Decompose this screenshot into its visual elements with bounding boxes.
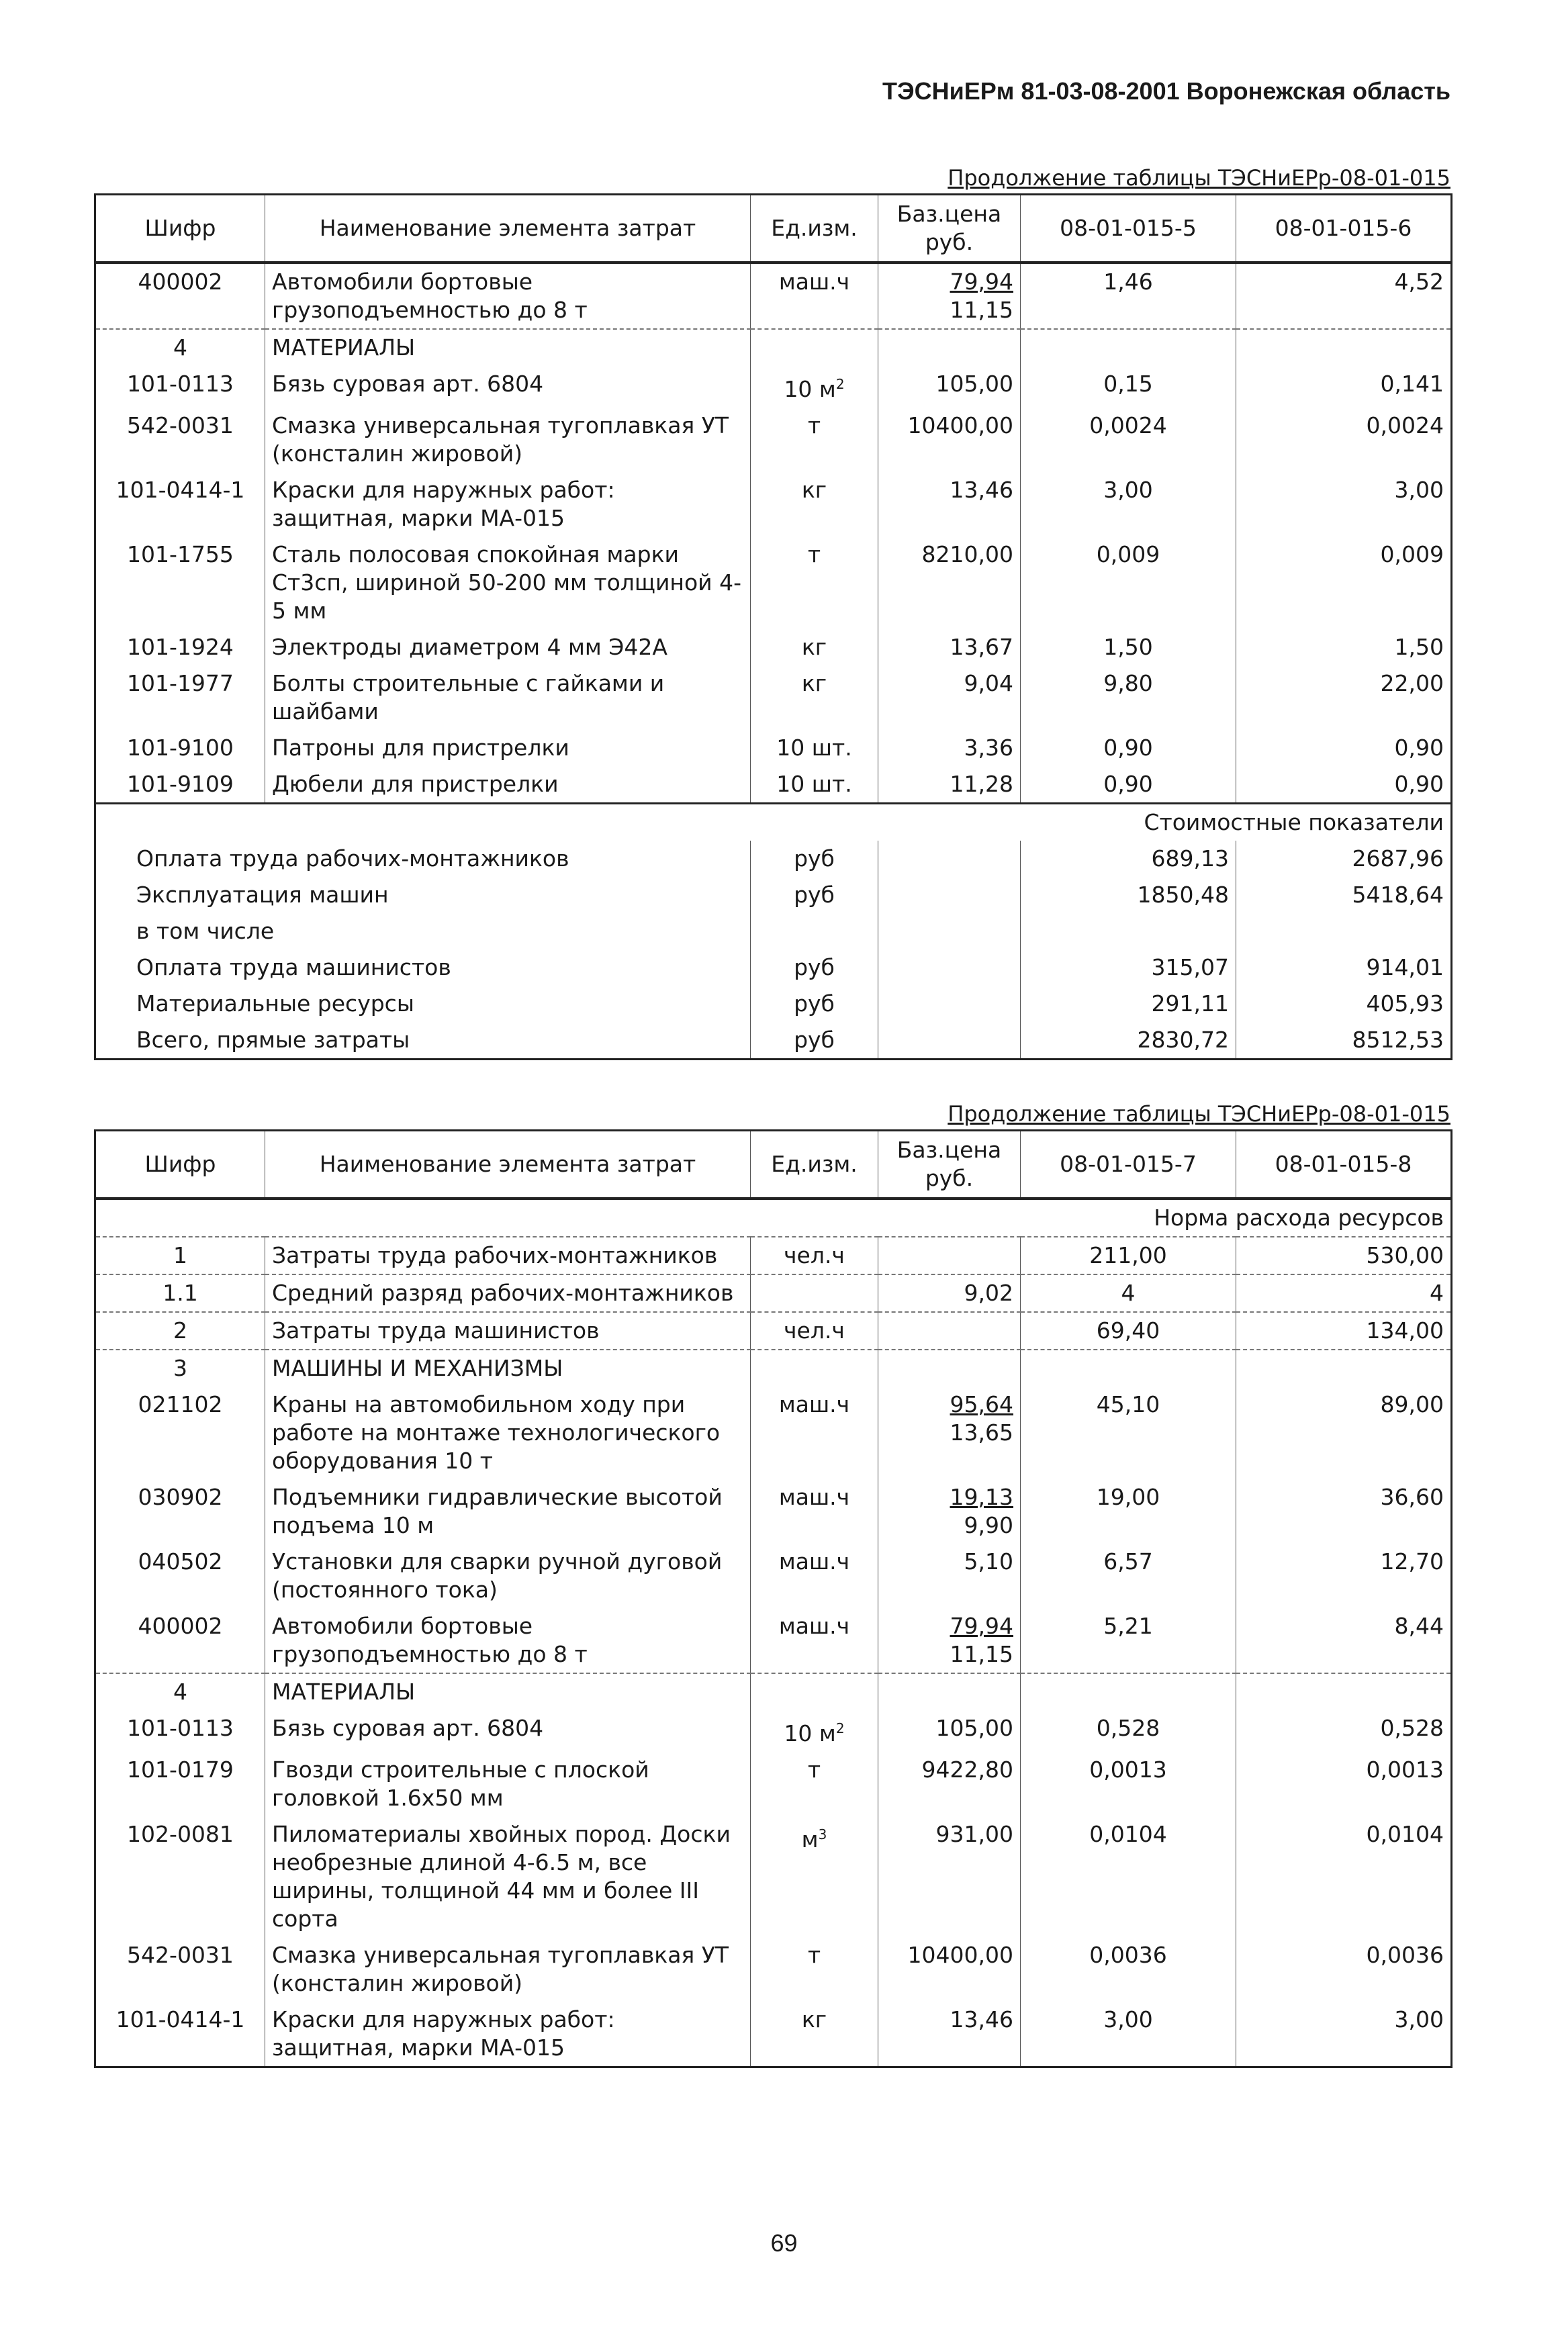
row-value-1: 0,528 — [1021, 1710, 1236, 1752]
unit-label: 10 шт. — [776, 735, 852, 761]
table-row — [95, 408, 1452, 472]
header-unit: Ед.изм. — [751, 1131, 878, 1199]
row-unit — [751, 536, 878, 629]
row-value-1: 0,90 — [1021, 766, 1236, 804]
price-bottom: 13,65 — [950, 1419, 1013, 1446]
table-row — [95, 1479, 1452, 1544]
price-bottom: 11,15 — [950, 297, 1013, 323]
summary-name: в том числе — [95, 913, 751, 949]
row-value-1: 6,57 — [1021, 1544, 1236, 1608]
summary-row — [95, 949, 1452, 986]
table1-caption: Продолжение таблицы ТЭСНиЕРр-08-01-015 — [948, 165, 1450, 191]
row-value-2: 8,44 — [1236, 1608, 1452, 1673]
price-top: 79,94 — [950, 269, 1013, 295]
row-code: 101-9109 — [95, 766, 265, 804]
summary-unit: руб — [751, 877, 878, 913]
summary-value-2: 8512,53 — [1236, 1022, 1452, 1060]
unit-label: кг — [801, 2006, 827, 2032]
row-value-1: 0,0013 — [1021, 1752, 1236, 1816]
table-row — [95, 1752, 1452, 1816]
row-value-1: 19,00 — [1021, 1479, 1236, 1544]
header-price: Баз.цена руб. — [878, 1131, 1021, 1199]
row-value-1: 0,0036 — [1021, 1937, 1236, 2002]
row-value-2: 0,0036 — [1236, 1937, 1452, 2002]
row-name: Затраты труда машинистов — [265, 1312, 751, 1350]
summary-value-2: 914,01 — [1236, 949, 1452, 986]
row-value-1: 0,15 — [1021, 366, 1236, 408]
section-code: 3 — [95, 1350, 265, 1387]
price-top: 79,94 — [950, 1613, 1013, 1639]
row-value-1: 69,40 — [1021, 1312, 1236, 1350]
row-code: 1 — [95, 1237, 265, 1274]
row-code: 102-0081 — [95, 1816, 265, 1937]
table-row — [95, 366, 1452, 408]
price-top: 19,13 — [950, 1484, 1013, 1510]
price-bottom: 9,90 — [964, 1512, 1013, 1538]
table-row — [95, 766, 1452, 804]
row-price — [878, 263, 1021, 329]
unit-superscript: 3 — [818, 1826, 827, 1842]
summary-value-2 — [1236, 913, 1452, 949]
summary-value-1: 1850,48 — [1021, 877, 1236, 913]
table1-header-row — [95, 195, 1452, 263]
table2-labor — [95, 1237, 1452, 1350]
row-price: 3,36 — [878, 730, 1021, 766]
row-unit — [751, 1816, 878, 1937]
row-code: 101-0179 — [95, 1752, 265, 1816]
table-row — [95, 1274, 1452, 1312]
row-unit — [751, 665, 878, 730]
table2-machines — [95, 1387, 1452, 1673]
row-name: Электроды диаметром 4 мм Э42А — [265, 629, 751, 665]
row-name: Патроны для пристрелки — [265, 730, 751, 766]
row-code: 101-1755 — [95, 536, 265, 629]
row-unit — [751, 366, 878, 408]
row-name: Смазка универсальная тугоплавкая УТ (консталин жировой) — [265, 1937, 751, 2002]
row-code: 542-0031 — [95, 408, 265, 472]
row-value-2: 4,52 — [1236, 263, 1452, 329]
row-value-2: 4 — [1236, 1274, 1452, 1312]
row-value-1: 211,00 — [1021, 1237, 1236, 1274]
summary-price — [878, 877, 1021, 913]
unit-label: т — [807, 412, 821, 438]
row-price — [878, 1387, 1021, 1479]
norm-caption-row — [95, 1199, 1452, 1237]
section-row — [95, 329, 1452, 366]
price-top: 5,10 — [964, 1548, 1013, 1575]
row-unit: маш.ч — [751, 1544, 878, 1608]
row-name: Смазка универсальная тугоплавкая УТ (консталин жировой) — [265, 408, 751, 472]
row-name: Пиломатериалы хвойных пород. Доски необрезные длиной 4-6.5 м, все ширины, толщиной 44 мм и более III сорта — [265, 1816, 751, 1937]
row-value-2: 0,90 — [1236, 730, 1452, 766]
row-value-2: 0,141 — [1236, 366, 1452, 408]
header-col1: 08-01-015-7 — [1021, 1131, 1236, 1199]
table-row — [95, 263, 1452, 329]
row-unit — [751, 730, 878, 766]
norm-caption: Норма расхода ресурсов — [1154, 1205, 1444, 1231]
row-value-1: 5,21 — [1021, 1608, 1236, 1673]
row-value-2: 0,528 — [1236, 1710, 1452, 1752]
unit-label: кг — [801, 670, 827, 696]
row-price: 105,00 — [878, 1710, 1021, 1752]
row-name: Бязь суровая арт. 6804 — [265, 366, 751, 408]
summary-row — [95, 877, 1452, 913]
table2-materials — [95, 1710, 1452, 2067]
summary-price — [878, 949, 1021, 986]
row-price: 9422,80 — [878, 1752, 1021, 1816]
row-unit — [751, 766, 878, 804]
table-row — [95, 629, 1452, 665]
table-row — [95, 1937, 1452, 2002]
summary-name: Материальные ресурсы — [95, 986, 751, 1022]
summary-price — [878, 913, 1021, 949]
section-code: 4 — [95, 1673, 265, 1710]
unit-label: кг — [801, 477, 827, 503]
table-row — [95, 1816, 1452, 1937]
table-row — [95, 1710, 1452, 1752]
table-row — [95, 536, 1452, 629]
row-value-1: 9,80 — [1021, 665, 1236, 730]
summary-unit: руб — [751, 841, 878, 877]
table1 — [94, 193, 1452, 1060]
row-value-2: 0,009 — [1236, 536, 1452, 629]
unit-superscript: 2 — [835, 376, 845, 392]
row-value-1: 3,00 — [1021, 2002, 1236, 2067]
row-code: 542-0031 — [95, 1937, 265, 2002]
row-code: 021102 — [95, 1387, 265, 1479]
header-name: Наименование элемента затрат — [265, 195, 751, 263]
row-name: Краны на автомобильном ходу при работе на монтаже технологического оборудования 10 т — [265, 1387, 751, 1479]
row-code: 400002 — [95, 1608, 265, 1673]
row-value-2: 3,00 — [1236, 2002, 1452, 2067]
row-code: 400002 — [95, 263, 265, 329]
row-value-2: 3,00 — [1236, 472, 1452, 536]
header-code: Шифр — [95, 1131, 265, 1199]
row-name: Дюбели для пристрелки — [265, 766, 751, 804]
row-price: 13,46 — [878, 2002, 1021, 2067]
row-price: 11,28 — [878, 766, 1021, 804]
unit-label: 10 м — [784, 376, 836, 402]
page-header: ТЭСНиЕРм 81-03-08-2001 Воронежская область — [882, 77, 1450, 105]
row-value-1: 0,90 — [1021, 730, 1236, 766]
row-name: Болты строительные с гайками и шайбами — [265, 665, 751, 730]
row-code: 2 — [95, 1312, 265, 1350]
row-name: Подъемники гидравлические высотой подъема 10 м — [265, 1479, 751, 1544]
header-unit: Ед.изм. — [751, 195, 878, 263]
row-unit: маш.ч — [751, 1387, 878, 1479]
row-unit: маш.ч — [751, 1608, 878, 1673]
summary-row — [95, 841, 1452, 877]
header-price: Баз.цена руб. — [878, 195, 1021, 263]
row-value-2: 0,0104 — [1236, 1816, 1452, 1937]
table-row — [95, 1237, 1452, 1274]
row-code: 101-9100 — [95, 730, 265, 766]
row-value-2: 36,60 — [1236, 1479, 1452, 1544]
row-name: Краски для наружных работ: защитная, марки МА-015 — [265, 2002, 751, 2067]
row-name: Средний разряд рабочих-монтажников — [265, 1274, 751, 1312]
section-title: МАШИНЫ И МЕХАНИЗМЫ — [265, 1350, 751, 1387]
summary-value-1: 315,07 — [1021, 949, 1236, 986]
row-value-2: 12,70 — [1236, 1544, 1452, 1608]
unit-label: м — [801, 1826, 819, 1853]
row-name: Сталь полосовая спокойная марки Ст3сп, шириной 50-200 мм толщиной 4-5 мм — [265, 536, 751, 629]
summary-value-2: 2687,96 — [1236, 841, 1452, 877]
row-unit — [751, 1274, 878, 1312]
header-code: Шифр — [95, 195, 265, 263]
row-code: 101-1924 — [95, 629, 265, 665]
row-unit — [751, 629, 878, 665]
row-value-2: 1,50 — [1236, 629, 1452, 665]
row-price: 13,46 — [878, 472, 1021, 536]
page-number: 69 — [770, 2229, 798, 2257]
row-price — [878, 1479, 1021, 1544]
row-name: Установки для сварки ручной дуговой (постоянного тока) — [265, 1544, 751, 1608]
section-row — [95, 1350, 1452, 1387]
row-code: 101-0414-1 — [95, 2002, 265, 2067]
row-price: 10400,00 — [878, 408, 1021, 472]
table-row — [95, 665, 1452, 730]
unit-label: кг — [801, 634, 827, 660]
row-code: 101-0113 — [95, 366, 265, 408]
row-price: 9,04 — [878, 665, 1021, 730]
header-col2: 08-01-015-8 — [1236, 1131, 1452, 1199]
unit-label: т — [807, 541, 821, 567]
unit-superscript: 2 — [835, 1720, 845, 1736]
table-row — [95, 1387, 1452, 1479]
row-price — [878, 1544, 1021, 1608]
row-name: Автомобили бортовые грузоподъемностью до 8 т — [265, 263, 751, 329]
row-value-1: 1,46 — [1021, 263, 1236, 329]
row-name: Краски для наружных работ: защитная, марки МА-015 — [265, 472, 751, 536]
row-unit: маш.ч — [751, 263, 878, 329]
table-row — [95, 1544, 1452, 1608]
price-top: 95,64 — [950, 1391, 1013, 1417]
row-price: 13,67 — [878, 629, 1021, 665]
row-value-1: 4 — [1021, 1274, 1236, 1312]
row-code: 1.1 — [95, 1274, 265, 1312]
summary-value-1: 689,13 — [1021, 841, 1236, 877]
summary-name: Эксплуатация машин — [95, 877, 751, 913]
row-unit — [751, 472, 878, 536]
section-title: МАТЕРИАЛЫ — [265, 329, 751, 366]
row-code: 040502 — [95, 1544, 265, 1608]
row-value-1: 0,0104 — [1021, 1816, 1236, 1937]
row-code: 101-0113 — [95, 1710, 265, 1752]
row-value-2: 0,0013 — [1236, 1752, 1452, 1816]
summary-row — [95, 986, 1452, 1022]
row-value-2: 134,00 — [1236, 1312, 1452, 1350]
header-name: Наименование элемента затрат — [265, 1131, 751, 1199]
row-value-1: 1,50 — [1021, 629, 1236, 665]
summary-value-1 — [1021, 913, 1236, 949]
summary-value-2: 5418,64 — [1236, 877, 1452, 913]
row-name: Автомобили бортовые грузоподъемностью до 8 т — [265, 1608, 751, 1673]
row-unit — [751, 1752, 878, 1816]
summary-name: Оплата труда машинистов — [95, 949, 751, 986]
row-price — [878, 1237, 1021, 1274]
row-unit — [751, 1937, 878, 2002]
summary-value-1: 2830,72 — [1021, 1022, 1236, 1060]
row-price: 10400,00 — [878, 1937, 1021, 2002]
table-row — [95, 730, 1452, 766]
table1-materials — [95, 366, 1452, 804]
row-unit: чел.ч — [751, 1237, 878, 1274]
unit-label: 10 м — [784, 1720, 836, 1746]
row-value-2: 530,00 — [1236, 1237, 1452, 1274]
summary-row — [95, 1022, 1452, 1060]
row-unit — [751, 1710, 878, 1752]
row-value-1: 3,00 — [1021, 472, 1236, 536]
table-row — [95, 472, 1452, 536]
row-code: 101-1977 — [95, 665, 265, 730]
row-price: 931,00 — [878, 1816, 1021, 1937]
row-value-1: 0,009 — [1021, 536, 1236, 629]
row-value-1: 45,10 — [1021, 1387, 1236, 1479]
table-row — [95, 2002, 1452, 2067]
row-price — [878, 1608, 1021, 1673]
table-row — [95, 1312, 1452, 1350]
unit-label: т — [807, 1757, 821, 1783]
cost-caption-row — [95, 804, 1452, 841]
row-price: 105,00 — [878, 366, 1021, 408]
summary-price — [878, 1022, 1021, 1060]
row-unit: чел.ч — [751, 1312, 878, 1350]
summary-price — [878, 841, 1021, 877]
row-value-2: 22,00 — [1236, 665, 1452, 730]
row-value-2: 0,90 — [1236, 766, 1452, 804]
row-price: 8210,00 — [878, 536, 1021, 629]
row-code: 101-0414-1 — [95, 472, 265, 536]
summary-price — [878, 986, 1021, 1022]
section-title: МАТЕРИАЛЫ — [265, 1673, 751, 1710]
cost-caption: Стоимостные показатели — [95, 804, 1452, 841]
summary-row — [95, 913, 1452, 949]
section-code: 4 — [95, 329, 265, 366]
summary-unit: руб — [751, 949, 878, 986]
row-code: 030902 — [95, 1479, 265, 1544]
row-name: Затраты труда рабочих-монтажников — [265, 1237, 751, 1274]
table2 — [94, 1129, 1452, 2068]
row-name: Бязь суровая арт. 6804 — [265, 1710, 751, 1752]
row-value-2: 0,0024 — [1236, 408, 1452, 472]
row-name: Гвозди строительные с плоской головкой 1.6х50 мм — [265, 1752, 751, 1816]
row-unit — [751, 408, 878, 472]
row-value-2: 89,00 — [1236, 1387, 1452, 1479]
row-unit: маш.ч — [751, 1479, 878, 1544]
summary-name: Всего, прямые затраты — [95, 1022, 751, 1060]
header-col1: 08-01-015-5 — [1021, 195, 1236, 263]
row-value-1: 0,0024 — [1021, 408, 1236, 472]
summary-unit — [751, 913, 878, 949]
unit-label: т — [807, 1942, 821, 1968]
row-price: 9,02 — [878, 1274, 1021, 1312]
section-row — [95, 1673, 1452, 1710]
row-price — [878, 1312, 1021, 1350]
summary-value-1: 291,11 — [1021, 986, 1236, 1022]
summary-unit: руб — [751, 986, 878, 1022]
table-row — [95, 1608, 1452, 1673]
summary-value-2: 405,93 — [1236, 986, 1452, 1022]
table2-caption: Продолжение таблицы ТЭСНиЕРр-08-01-015 — [948, 1101, 1450, 1127]
summary-unit: руб — [751, 1022, 878, 1060]
table2-header-row — [95, 1131, 1452, 1199]
summary-name: Оплата труда рабочих-монтажников — [95, 841, 751, 877]
row-unit — [751, 2002, 878, 2067]
price-bottom: 11,15 — [950, 1641, 1013, 1667]
unit-label: 10 шт. — [776, 771, 852, 797]
table1-summary — [95, 841, 1452, 1060]
header-col2: 08-01-015-6 — [1236, 195, 1452, 263]
